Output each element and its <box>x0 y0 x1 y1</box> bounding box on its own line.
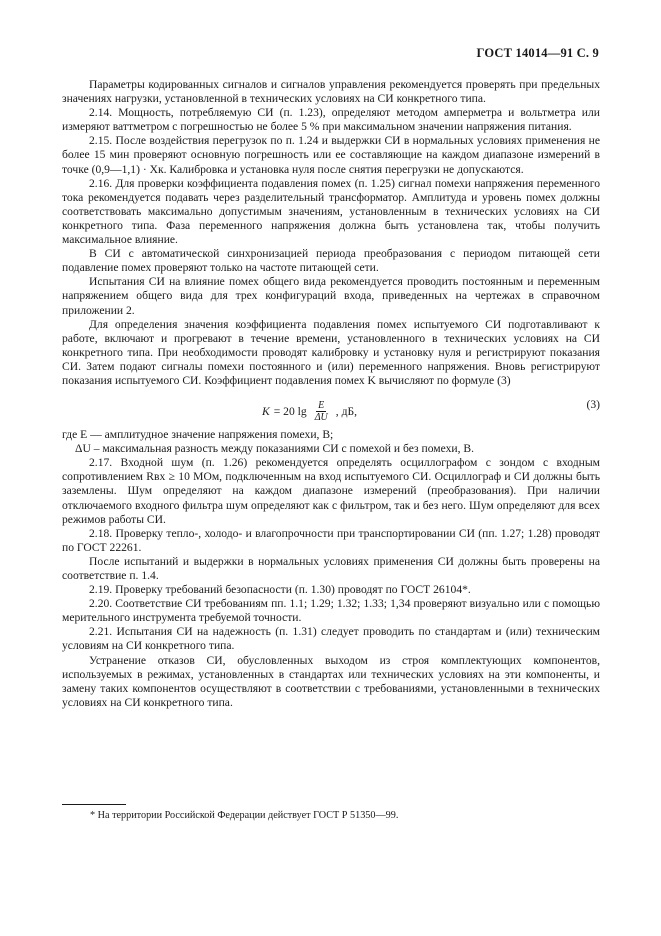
where-line: где E — амплитудное значение напряжения помехи, В; <box>62 428 334 442</box>
footnote: * На территории Российской Федерации действует ГОСТ Р 51350—99. <box>90 810 399 821</box>
formula-expression <box>262 400 357 423</box>
paragraph: 2.17. Входной шум (п. 1.26) рекомендуется определять осциллографом с зондом с входным сопротивлением Rвх ≥ 10 МОм, подключенным на вход испытуемого СИ. Осциллограф и СИ должны быть заземлены. Шум определяют на каждом диапазоне измерений (преобразования). При наличии отключаемого входного фильтра шум определяют как с фильтром, так и без него. Шум определяют для всех режимов работы СИ. <box>62 456 600 526</box>
paragraph: Устранение отказов СИ, обусловленных выходом из строя комплектующих компонентов, используемых в режимах, установленных в стандартах или технических условиях на эти компоненты, и замену таких компонентов осуществляют в соответствии с требованиями, установленными в технических условиях на СИ конкретного типа. <box>62 653 600 709</box>
paragraph: В СИ с автоматической синхронизацией периода преобразования с периодом питающей сети подавление помех проверяют только на частоте питающей сети. <box>62 247 600 275</box>
paragraph: 2.21. Испытания СИ на надежность (п. 1.31) следует проводить по стандартам и (или) техническим условиям на СИ конкретного типа. <box>62 625 600 653</box>
formula-numerator: E <box>318 400 325 412</box>
paragraph: 2.15. После воздействия перегрузок по п. 1.24 и выдержки СИ в нормальных условиях применения не более 15 мин проверяют основную погрешность или ее составляющие на каждом диапазоне измерений в точке (0,9—1,1) · Xк. Калибровка и установка нуля после снятия перегрузки не допускаются. <box>62 134 600 176</box>
paragraph: Испытания СИ на влияние помех общего вида рекомендуется проводить постоянным и переменным напряжением общего вида для трех конфигураций входа, приведенных на чертежах в справочном приложении 2. <box>62 275 600 317</box>
paragraph: 2.20. Соответствие СИ требованиям пп. 1.1; 1.29; 1.32; 1.33; 1,34 проверяют визуально или с помощью мерительного инструмента требуемой точности. <box>62 597 600 625</box>
footnote-divider <box>62 804 126 805</box>
formula-eq: = 20 lg <box>273 405 307 419</box>
formula-unit: , дБ, <box>335 405 358 419</box>
formula-fraction <box>313 400 330 423</box>
document-body <box>62 78 600 710</box>
formula-denominator: ΔU <box>314 412 328 424</box>
paragraph: 2.19. Проверку требований безопасности (п. 1.30) проводят по ГОСТ 26104*. <box>89 583 471 597</box>
paragraph: 2.16. Для проверки коэффициента подавления помех (п. 1.25) сигнал помехи напряжения переменного тока рекомендуется подавать через разделительный трансформатор. Амплитуда и уровень помех должны соответствовать максимально допустимым значениям, установленным в технических условиях на СИ конкретного типа. Фаза переменного напряжения должна быть установлена так, чтобы получить максимальное влияние. <box>62 176 600 247</box>
page-header: ГОСТ 14014—91 С. 9 <box>476 46 599 60</box>
paragraph: 2.18. Проверку тепло-, холодо- и влагопрочности при транспортировании СИ (пп. 1.27; 1.28) проводят по ГОСТ 22261. <box>62 526 600 554</box>
paragraph: 2.14. Мощность, потребляемую СИ (п. 1.23), определяют методом амперметра и вольтметра или измеряют ваттметром с погрешностью не более 5 % при максимальном значении напряжения питания. <box>62 106 600 134</box>
formula-3 <box>62 392 600 426</box>
formula-lhs: K <box>262 405 270 419</box>
paragraph: Для определения значения коэффициента подавления помех испытуемого СИ подготавливают к работе, включают и прогревают в течение времени, установленного в технических условиях на СИ конкретного типа. При необходимости проводят калибровку и установку нуля и регистрируют показания СИ. Затем подают сигналы помехи постоянного и (или) переменного напряжения. Вновь регистрируют показания испытуемого СИ. Коэффициент подавления помех K вычисляют по формуле (3) <box>62 317 600 387</box>
paragraph: После испытаний и выдержки в нормальных условиях применения СИ должны быть проверены на соответствие п. 1.4. <box>62 554 600 582</box>
where-line: ΔU – максимальная разность между показаниями СИ с помехой и без помехи, В. <box>75 442 475 456</box>
formula-number: (3) <box>586 398 600 412</box>
paragraph: Параметры кодированных сигналов и сигналов управления рекомендуется проверять при предельных значениях нагрузки, установленной в технических условиях на СИ конкретного типа. <box>62 78 600 106</box>
